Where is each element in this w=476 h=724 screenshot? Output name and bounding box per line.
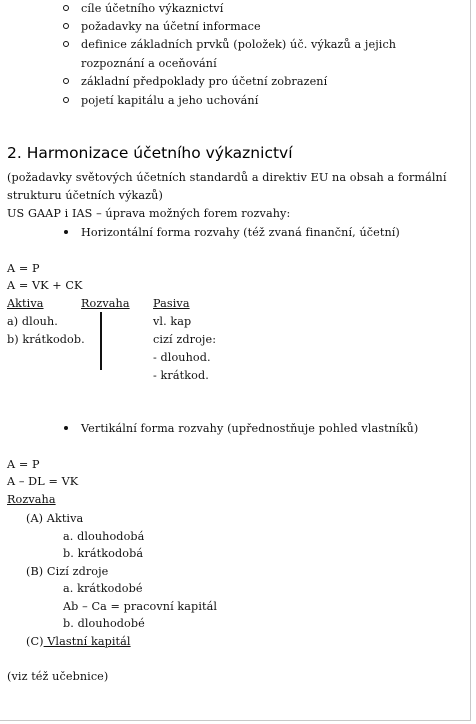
vertical-form-bullet: Vertikální forma rozvahy (upřednostňuje pohled vlastníků) — [81, 422, 419, 435]
column-header-rozvaha: Rozvaha — [81, 297, 130, 310]
rozvaha-label: Rozvaha — [7, 493, 56, 506]
list-item: cíle účetního výkaznictví — [81, 2, 224, 15]
section-c-title: Vlastní kapitál — [43, 635, 131, 648]
pasiva-item: - dlouhod. — [153, 351, 211, 364]
equation: A = P — [7, 458, 40, 471]
intro-text: strukturu účetních výkazů) — [7, 189, 163, 202]
section-a-item: b. krátkodobá — [63, 547, 144, 560]
aktiva-item: b) krátkodob. — [7, 333, 85, 346]
section-b-label: (B) Cizí zdroje — [26, 565, 109, 578]
intro-text: (požadavky světových účetních standardů a direktiv EU na obsah a formální — [7, 171, 447, 184]
horizontal-form-bullet: Horizontální forma rozvahy (též zvaná finanční, účetní) — [81, 226, 400, 239]
intro-text: US GAAP i IAS – úprava možných forem rozvahy: — [7, 207, 291, 220]
circle-bullet-icon — [63, 5, 69, 11]
pasiva-item: vl. kap — [153, 315, 192, 328]
list-item: pojetí kapitálu a jeho uchování — [81, 94, 259, 107]
footer-note: (viz též učebnice) — [7, 670, 109, 683]
section-c-label — [26, 633, 131, 651]
circle-bullet-icon — [63, 23, 69, 29]
section-b-item: a. krátkodobé — [63, 582, 143, 595]
equation: A – DL = VK — [7, 475, 79, 488]
section-a-item: a. dlouhodobá — [63, 530, 145, 543]
section-a-label: (A) Aktiva — [26, 512, 84, 525]
column-header-aktiva: Aktiva — [7, 297, 44, 310]
section-b-item: b. dlouhodobé — [63, 617, 145, 630]
pasiva-item: - krátkod. — [153, 369, 209, 382]
section-c-prefix: (C) — [26, 635, 44, 648]
circle-bullet-icon — [63, 97, 69, 103]
circle-bullet-icon — [63, 78, 69, 84]
working-capital-note: Ab – Ca = pracovní kapitál — [63, 600, 218, 613]
circle-bullet-icon — [63, 41, 69, 47]
bullet-icon — [64, 230, 68, 234]
pasiva-item: cizí zdroje: — [153, 333, 217, 346]
bullet-icon — [64, 426, 68, 430]
list-item: základní předpoklady pro účetní zobrazení — [81, 75, 328, 88]
list-item: definice základních prvků (položek) úč. výkazů a jejich — [81, 38, 397, 51]
equation: A = P — [7, 262, 40, 275]
aktiva-item: a) dlouh. — [7, 315, 58, 328]
list-item-continuation: rozpoznání a oceňování — [81, 57, 217, 70]
t-account-divider — [100, 312, 102, 370]
equation: A = VK + CK — [7, 279, 83, 292]
list-item: požadavky na účetní informace — [81, 20, 261, 33]
column-header-pasiva: Pasiva — [153, 297, 190, 310]
section-heading: 2. Harmonizace účetního výkaznictví — [7, 144, 293, 162]
